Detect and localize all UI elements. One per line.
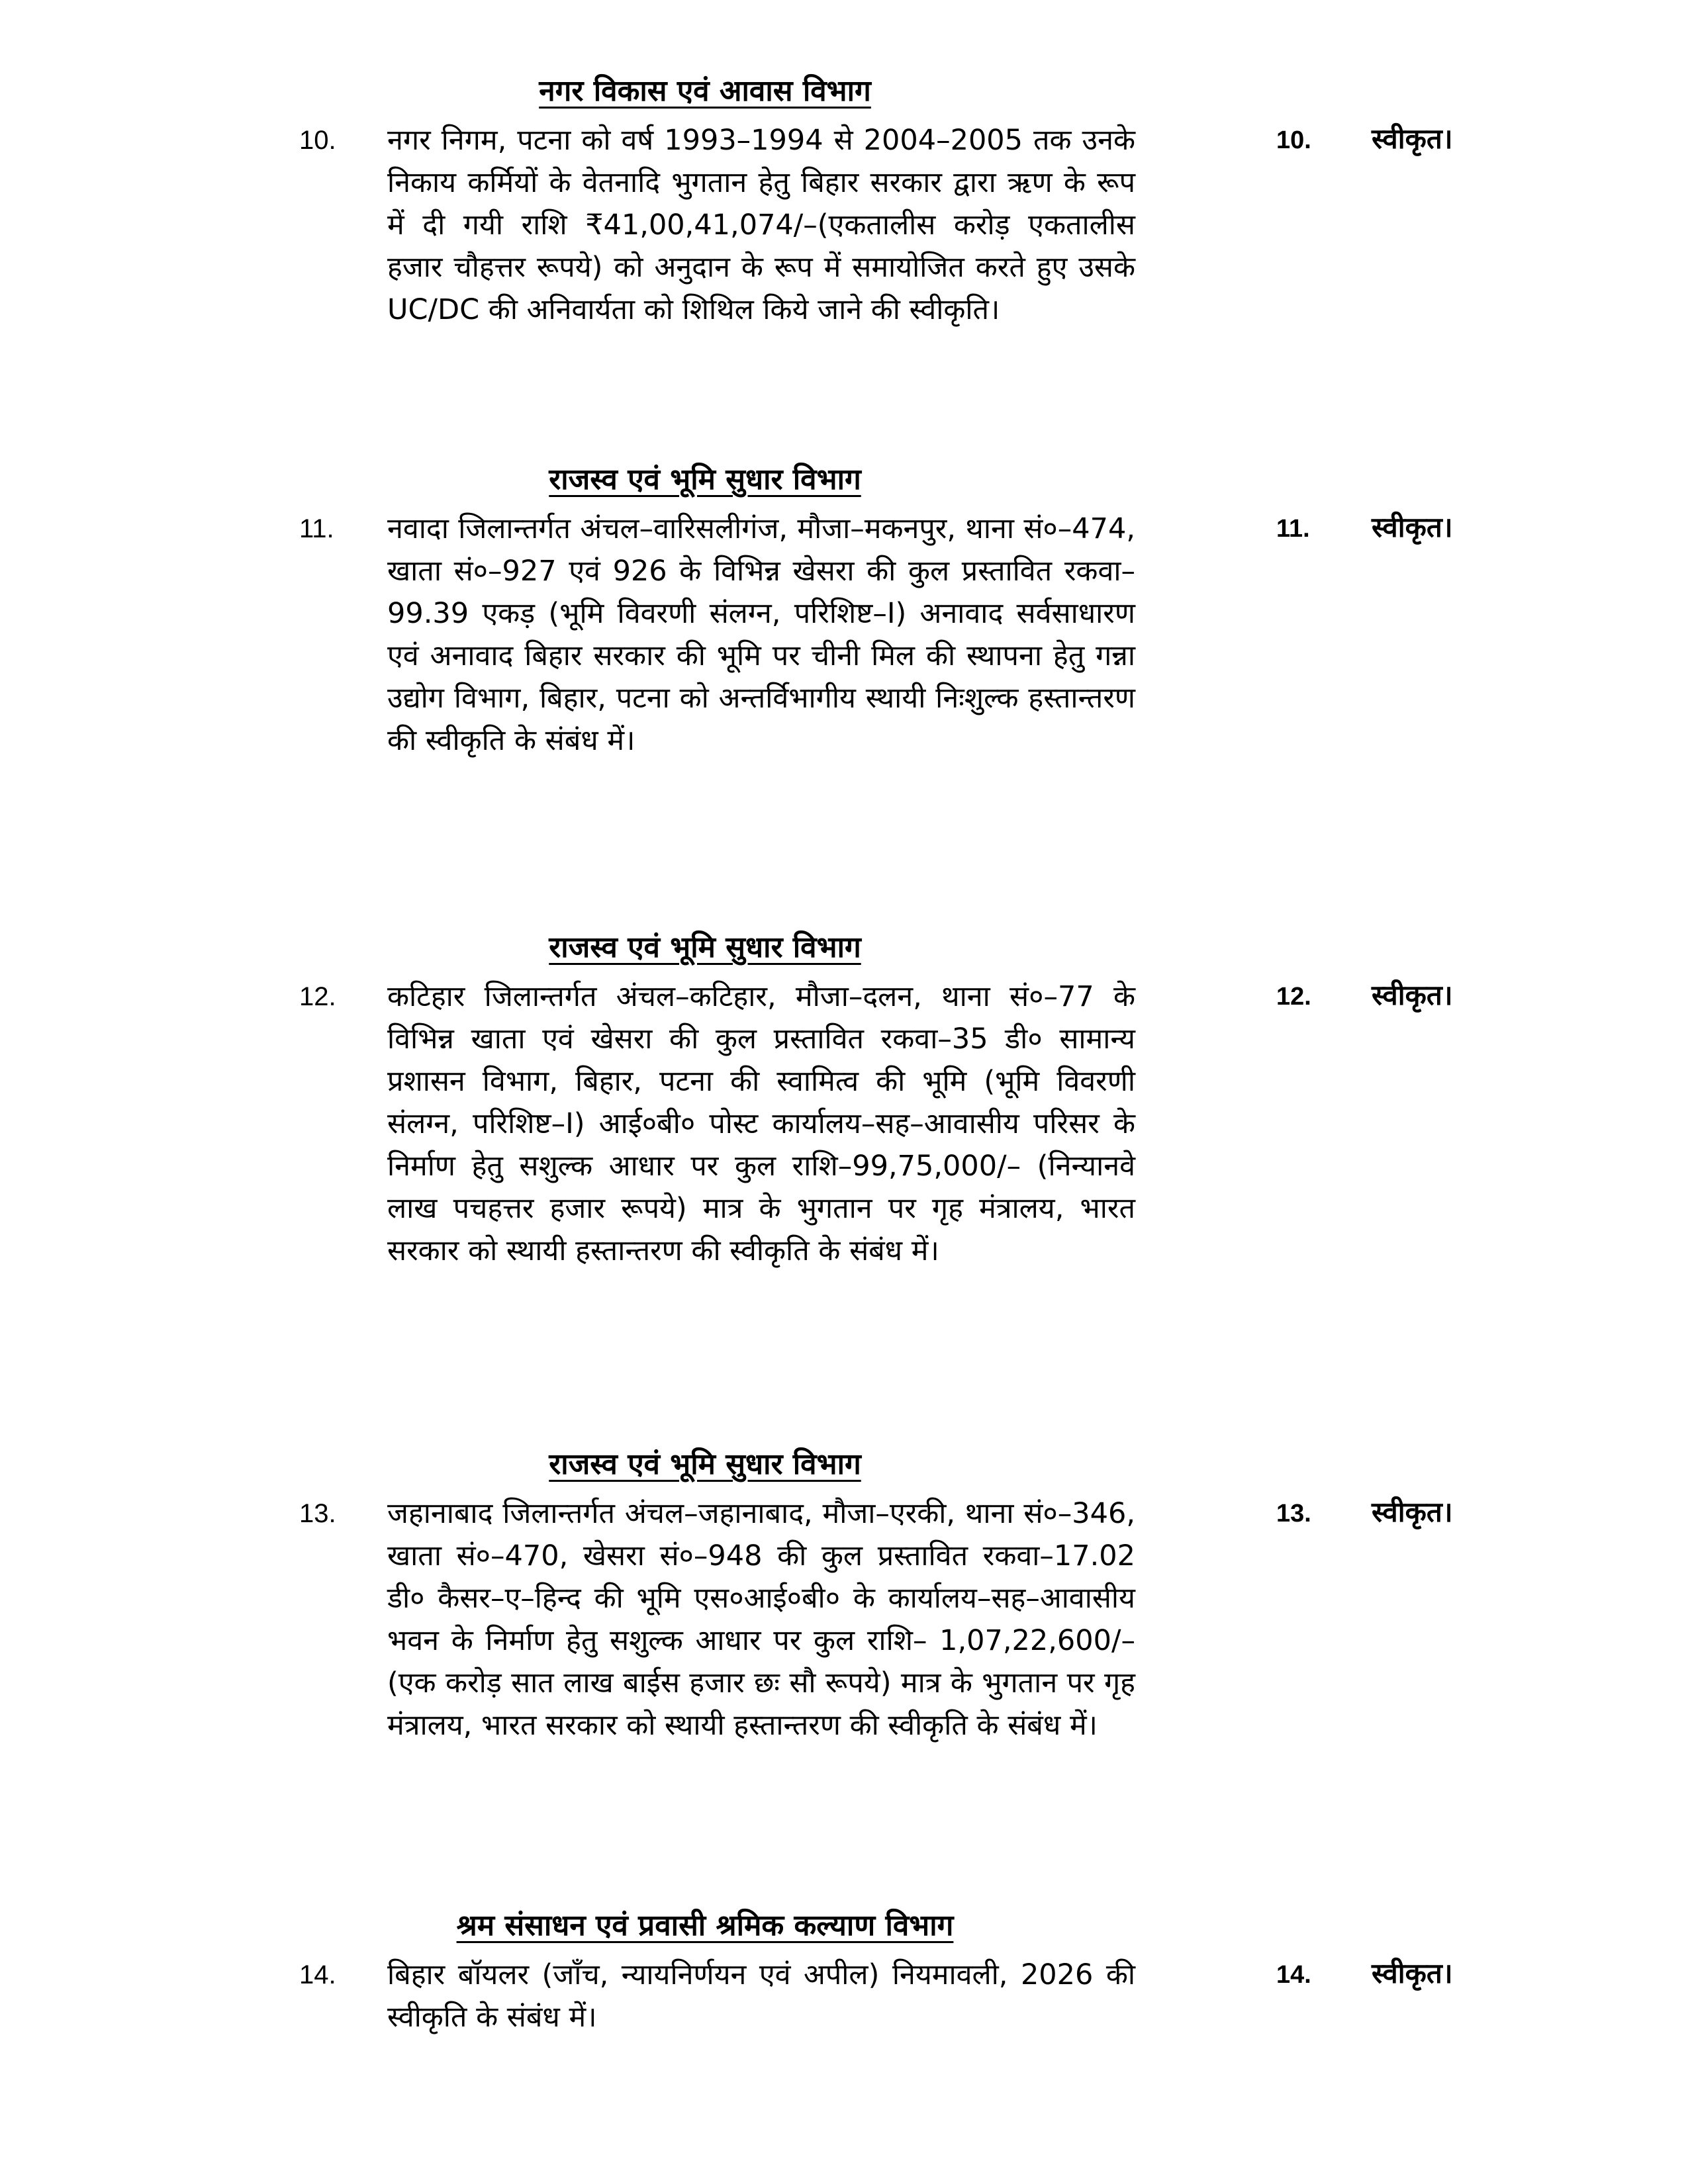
item-description: कटिहार जिलान्तर्गत अंचल–कटिहार, मौजा–दलन, थाना सं०–77 के विभिन्न खाता एवं खेसरा की कुल प्रस्तावित रकवा–35 डी० सामान्य प्रशासन विभाग, बिहार, पटना की स्वामित्व की भूमि (भूमि विवरणी संलग्न, परिशिष्ट–I) आई०बी० पोस्ट कार्यालय–सह–आवासीय परिसर के निर्माण हेतु सशुल्क आधार पर कुल राशि–99,75,000/– (निन्यानवे लाख पचहत्तर हजार रूपये) मात्र के भुगतान पर गृह मंत्रालय, भारत सरकार को स्थायी हस्तान्तरण की स्वीकृति के संबंध में। (387, 980, 1135, 1267)
item-number: 12. (299, 982, 336, 1011)
decision-number: 12. (1276, 983, 1311, 1011)
department-heading-text: राजस्व एवं भूमि सुधार विभाग (549, 463, 861, 496)
department-heading-text: श्रम संसाधन एवं प्रवासी श्रमिक कल्याण विभाग (456, 1909, 954, 1942)
decision-status: स्वीकृत। (1372, 511, 1453, 543)
decision-status: स्वीकृत। (1372, 979, 1453, 1011)
item-description: बिहार बॉयलर (जाँच, न्यायनिर्णयन एवं अपील) नियमावली, 2026 की स्वीकृति के संबंध में। (387, 1958, 1135, 2034)
item-number: 13. (299, 1499, 336, 1528)
department-heading (387, 1906, 1023, 1946)
department-heading (387, 460, 1023, 500)
item-number: 11. (299, 514, 334, 543)
decision-status: स्वीकृत। (1372, 122, 1453, 155)
department-heading (387, 1445, 1023, 1484)
decision-number: 13. (1276, 1500, 1311, 1527)
department-heading-text: नगर विकास एवं आवास विभाग (539, 74, 871, 108)
decision-number: 14. (1276, 1961, 1311, 1989)
decision-status: स्वीकृत। (1372, 1957, 1453, 1989)
item-description: नगर निगम, पटना को वर्ष 1993–1994 से 2004–2005 तक उनके निकाय कर्मियों के वेतनादि भुगतान हेतु बिहार सरकार द्वारा ऋण के रूप में दी गयी राशि ₹41,00,41,074/–(एकतालीस करोड़ एकतालीस हजार चौहत्तर रूपये) को अनुदान के रूप में समायोजित करते हुए उसके UC/DC की अनिवार्यता को शिथिल किये जाने की स्वीकृति। (387, 124, 1135, 326)
item-number: 10. (299, 126, 336, 155)
decision-number: 11. (1276, 515, 1310, 543)
department-heading-text: राजस्व एवं भूमि सुधार विभाग (549, 931, 861, 964)
department-heading-text: राजस्व एवं भूमि सुधार विभाग (549, 1447, 861, 1481)
department-heading (387, 928, 1023, 968)
item-description: नवादा जिलान्तर्गत अंचल–वारिसलीगंज, मौजा–मकनपुर, थाना सं०–474, खाता सं०–927 एवं 926 के विभिन्न खेसरा की कुल प्रस्तावित रकवा–99.39 एकड़ (भूमि विवरणी संलग्न, परिशिष्ट–I) अनावाद सर्वसाधारण एवं अनावाद बिहार सरकार की भूमि पर चीनी मिल की स्थापना हेतु गन्ना उद्योग विभाग, बिहार, पटना को अन्तर्विभागीय स्थायी निःशुल्क हस्तान्तरण की स्वीकृति के संबंध में। (387, 512, 1135, 757)
item-number: 14. (299, 1960, 336, 1989)
decision-status: स्वीकृत। (1372, 1496, 1453, 1528)
item-description: जहानाबाद जिलान्तर्गत अंचल–जहानाबाद, मौजा–एरकी, थाना सं०–346, खाता सं०–470, खेसरा सं०–948 की कुल प्रस्तावित रकवा–17.02 डी० कैसर–ए–हिन्द की भूमि एस०आई०बी० के कार्यालय–सह–आवासीय भवन के निर्माण हेतु सशुल्क आधार पर कुल राशि– 1,07,22,600/–(एक करोड़ सात लाख बाईस हजार छः सौ रूपये) मात्र के भुगतान पर गृह मंत्रालय, भारत सरकार को स्थायी हस्तान्तरण की स्वीकृति के संबंध में। (387, 1497, 1135, 1742)
department-heading (387, 71, 1023, 111)
decision-number: 10. (1276, 126, 1311, 154)
